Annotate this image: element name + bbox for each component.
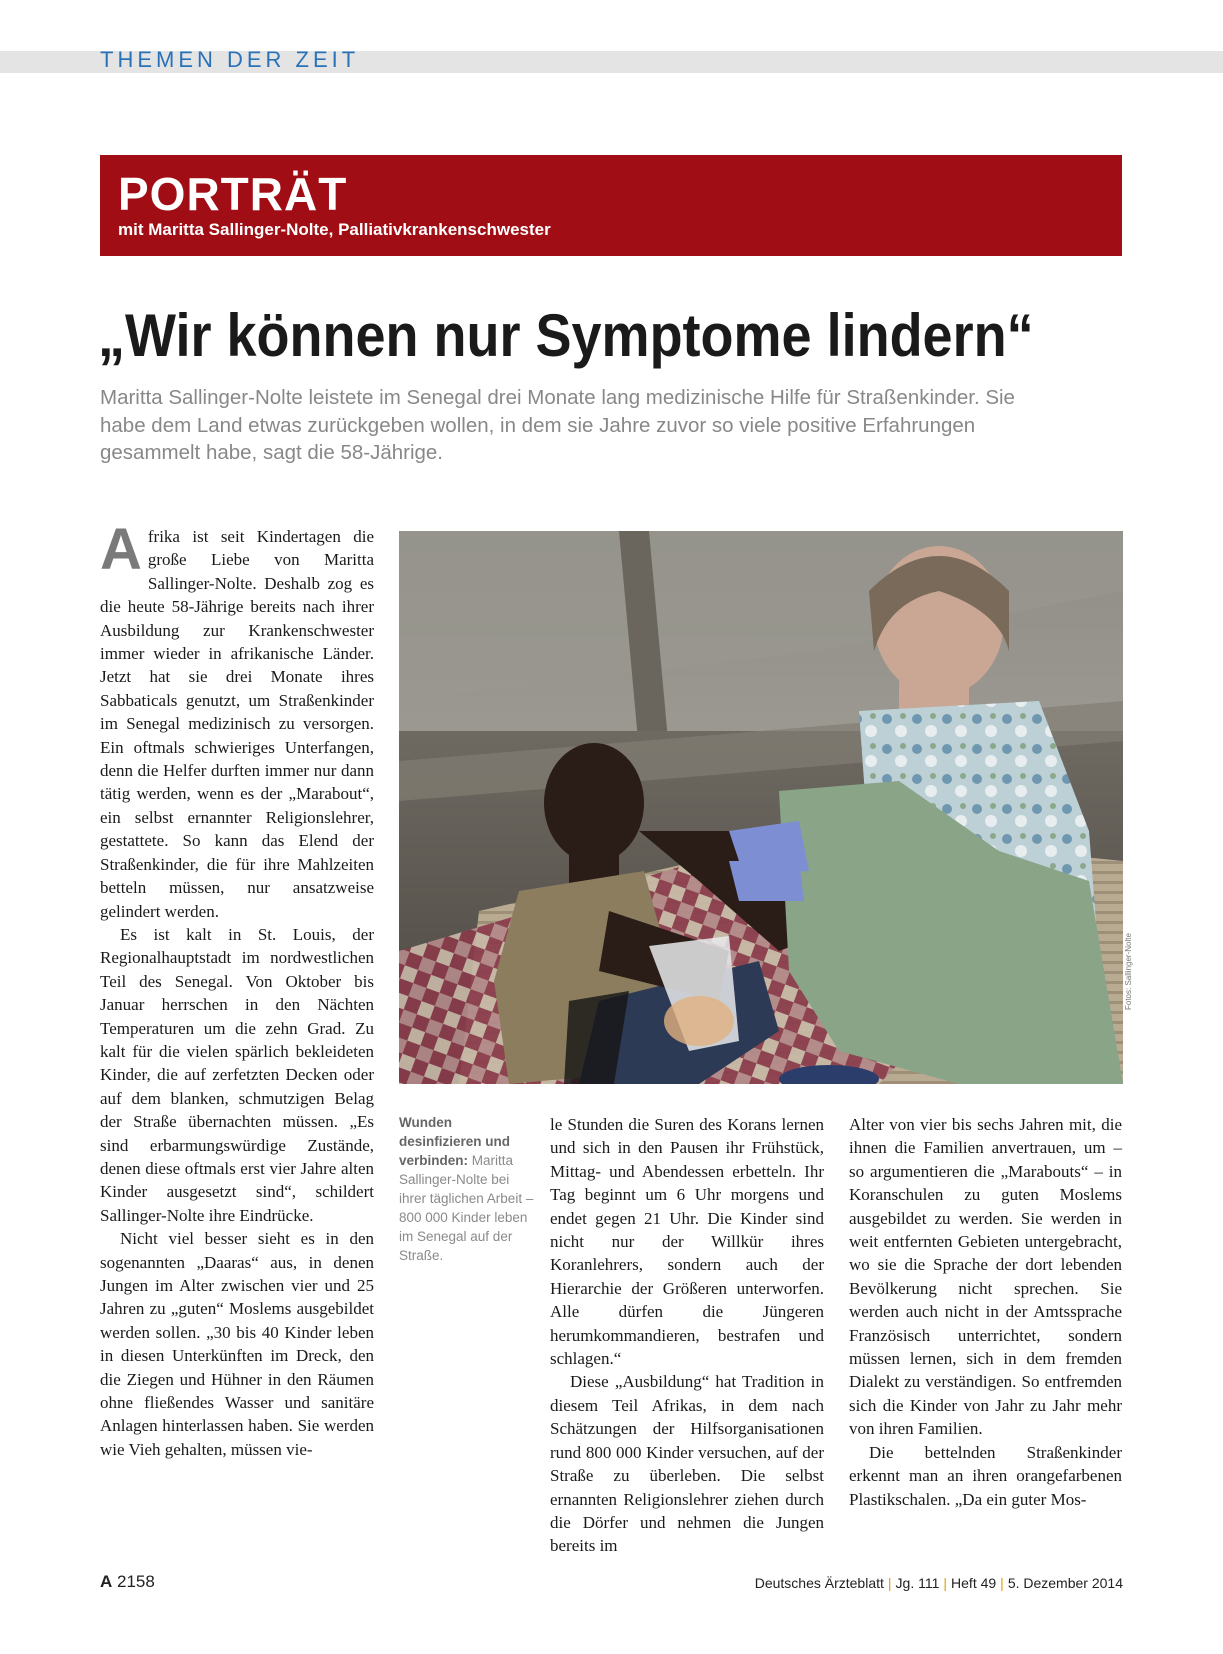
article-paragraph: Alter von vier bis sechs Jahren mit, die ihnen die Familien anvertrauen, um – so argumentieren die „Marabouts“ – in Koranschulen zu guten Moslems ausgebildet zu werden. Sie werden in weit entfernten Gebieten untergebracht, wo sie die Sprache der dort lebenden Bevölkerung nicht sprechen. Sie werden auch nicht in der Amtssprache Französisch unterrichtet, sondern müssen lernen, sich in dem fremden Dialekt zu verständigen. So entfremden sich die Kinder von Jahr zu Jahr mehr von ihren Familien. [849,1115,1122,1439]
paragraph-text: frika ist seit Kindertagen die große Liebe von Maritta Sallinger-Nolte. Deshalb zog es die heute 58-Jährige bereits nach ihrer Ausbildung zur Krankenschwester immer wieder in afrikanische Länder. Jetzt hat sie drei Monate ihres Sabbaticals genutzt, um Straßenkinder im Senegal medizinisch zu versorgen. Ein oftmals schwieriges Unterfangen, denn die Helfer durften immer nur dann tätig werden, wenn es der „Marabout“, ein selbst ernannter Religionslehrer, gestattete. So kann das Elend der Straßenkinder, die für ihre Mahlzeiten betteln müssen, nur ansatzweise gelindert werden. [100,527,374,921]
page-prefix: A [100,1572,113,1591]
article-column-3 [849,1113,1122,1511]
headline: „Wir können nur Symptome lindern“ [98,302,1034,369]
photo-credit: Fotos: Sallinger-Nolte [1124,933,1133,1010]
lead-paragraph: Maritta Sallinger-Nolte leistete im Senegal drei Monate lang medizinische Hilfe für Straßenkinder. Sie habe dem Land etwas zurückgeben wollen, in dem sie Jahre zuvor so viele positive Erfahrungen gesammelt habe, sagt die 58-Jährige. [100,386,1015,464]
article-paragraph: le Stunden die Suren des Korans lernen und sich in den Pausen ihr Frühstück, Mittag- und Abendessen erbetteln. Ihr Tag beginnt um 6 Uhr morgens und endet gegen 21 Uhr. Die Kinder sind nicht nur der Willkür ihres Koranlehrers, sondern auch der Hierarchie der Größeren unterworfen. Alle dürfen die Jüngeren herumkommandieren, bestrafen und schlagen.“ [550,1115,824,1369]
footer-separator: | [943,1575,948,1591]
footer-separator: | [1000,1575,1004,1591]
section-label: THEMEN DER ZEIT [100,47,360,72]
article-paragraph: Die bettelnden Straßenkinder erkennt man an ihren orangefarbenen Plastikschalen. „Da ein guter Mos- [849,1442,1122,1509]
page-number-value: 2158 [117,1572,155,1591]
kicker-title: PORTRÄT [118,168,348,220]
journal-volume: Jg. 111 [895,1575,940,1591]
article-column-2 [550,1113,824,1558]
article-paragraph: Diese „Ausbildung“ hat Tradition in diesem Teil Afrikas, in dem nach Schätzungen der Hilfsorganisationen rund 800 000 Kinder versuchen, auf der Straße zu überleben. Die selbst ernannten Religionslehrer ziehen durch die Dörfer und nehmen die Jungen bereits im [550,1372,824,1556]
photo-illustration [399,531,1123,1084]
journal-issue: Heft 49 [951,1575,997,1591]
article-paragraph [100,517,374,923]
kicker-box [100,155,1122,256]
article-paragraph: Es ist kalt in St. Louis, der Regionalhauptstadt im nordwestlichen Teil des Senegal. Von Oktober bis Januar herrschen in den Nächten Temperaturen um die zehn Grad. Zu kalt für die vielen spärlich bekleideten Kinder, die auf zerfetzten Decken oder auf dem blanken, schmutzigen Belag der Straße übernachten müssen. „Es sind erbarmungswürdige Zustände, denen diese oftmals erst vier Jahre alten Kinder ausgesetzt sind“, schildert Sallinger-Nolte ihre Eindrücke. [100,924,374,1225]
journal-date: 5. Dezember 2014 [1007,1575,1123,1591]
photo-caption [399,1113,534,1265]
article-column-1 [100,517,374,1461]
journal-name: Deutsches Ärzteblatt [754,1575,884,1591]
dropcap: A [100,517,142,582]
article-photo [399,531,1123,1084]
article-paragraph: Nicht viel besser sieht es in den sogenannten „Daaras“ aus, in denen Jungen im Alter zwischen vier und 25 Jahren zu „guten“ Moslems ausgebildet werden sollen. „30 bis 40 Kinder leben in diesen Unterkünften im Dreck, den die Ziegen und Hühner in den Räumen ohne fließendes Wasser und sanitäre Anlagen hinterlassen haben. Sie werden wie Vieh gehalten, müssen vie- [100,1229,374,1459]
footer-separator: | [887,1575,892,1591]
caption-text: Maritta Sallinger-Nolte bei ihrer täglichen Arbeit – 800 000 Kinder leben im Senegal auf der Straße. [399,1153,534,1263]
caption-heading: Wunden desinfizieren und verbinden: [399,1115,511,1168]
kicker-subtitle: mit Maritta Sallinger-Nolte, Palliativkrankenschwester [118,220,551,239]
page-number [100,1572,155,1592]
footer-info [755,1575,1123,1591]
